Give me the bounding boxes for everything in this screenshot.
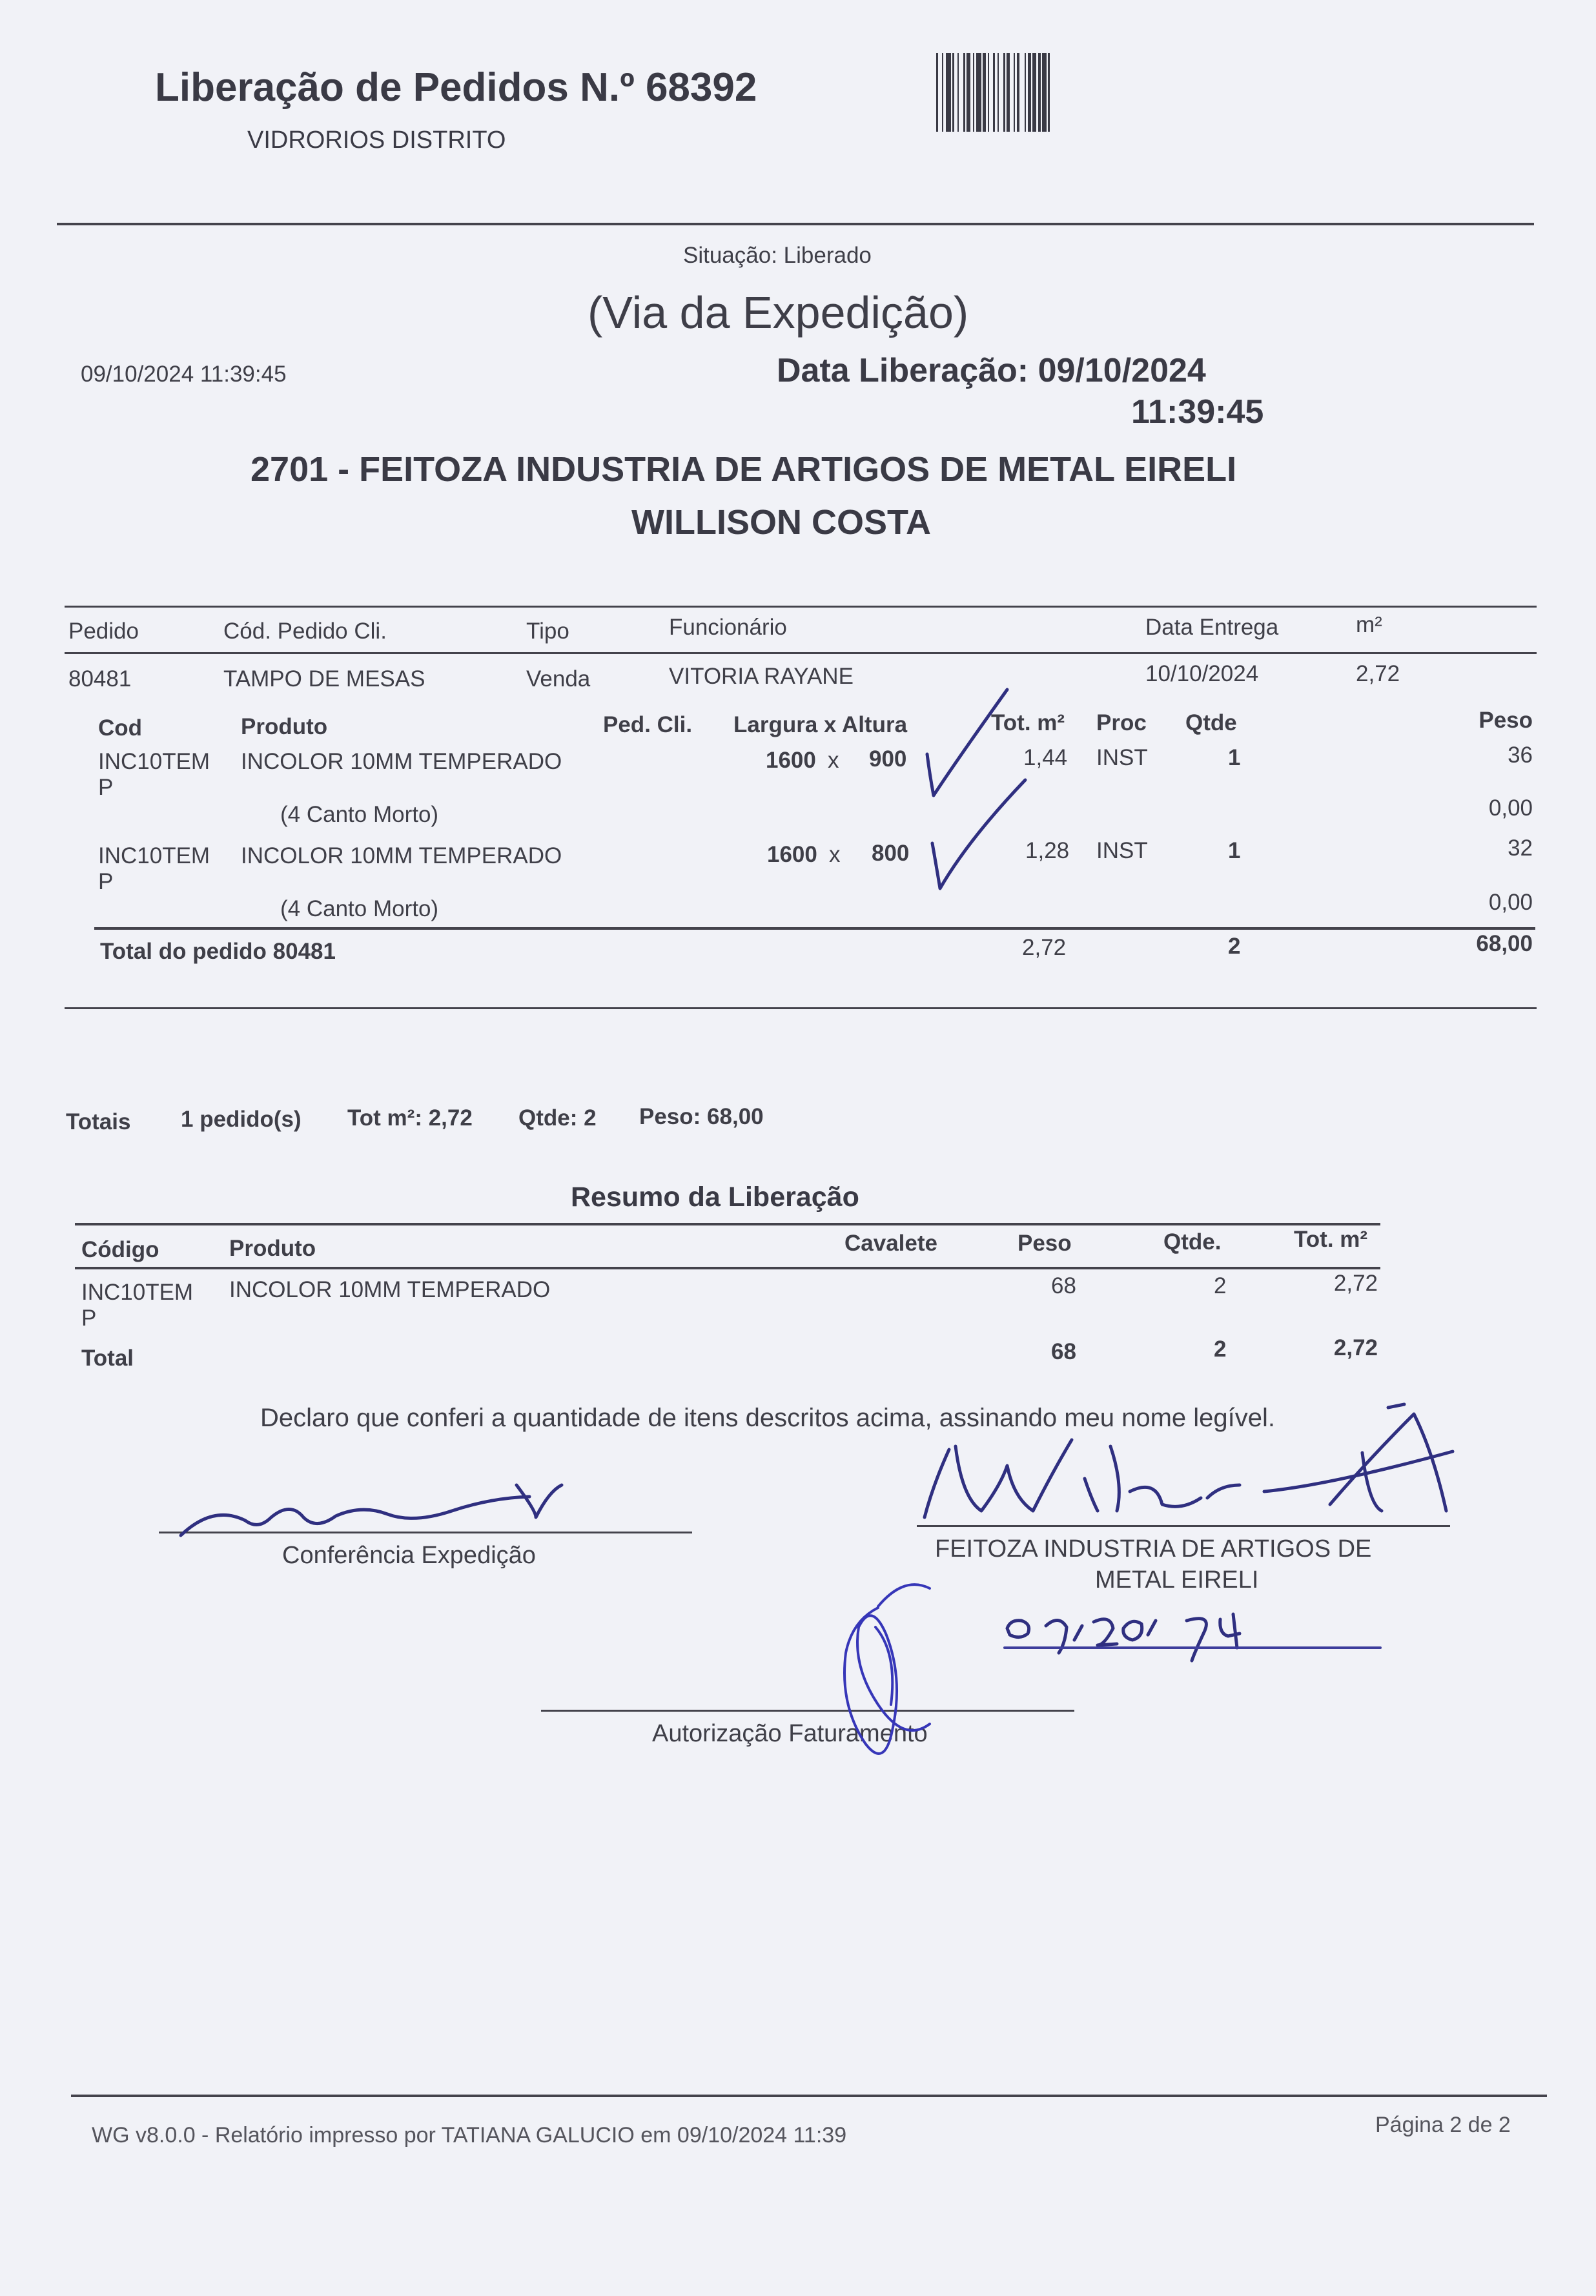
client-contact: WILLISON COSTA bbox=[631, 503, 931, 542]
footer-page-number: Página 2 de 2 bbox=[1375, 2113, 1511, 2137]
signature-autorizacao bbox=[844, 1584, 930, 1754]
order-type: Venda bbox=[526, 666, 591, 692]
item-2-proc: INST bbox=[1096, 838, 1148, 863]
item-1-x: x bbox=[828, 748, 839, 773]
document-title: Liberação de Pedidos N.º 68392 bbox=[155, 65, 757, 110]
signature-conferencia bbox=[181, 1485, 562, 1535]
order-number: 80481 bbox=[68, 666, 132, 692]
totais-pedidos: 1 pedido(s) bbox=[181, 1107, 302, 1132]
resumo-row-codigo-cont: P bbox=[81, 1306, 97, 1331]
item-2-peso: 32 bbox=[1508, 835, 1533, 861]
items-col-peso: Peso bbox=[1478, 708, 1533, 733]
order-total-qtde: 2 bbox=[1228, 934, 1241, 959]
totais-peso: Peso: 68,00 bbox=[639, 1104, 764, 1129]
resumo-row-peso: 68 bbox=[1051, 1273, 1076, 1298]
col-pedido: Pedido bbox=[68, 619, 139, 644]
resumo-col-qtde: Qtde. bbox=[1163, 1229, 1222, 1255]
resumo-total-peso: 68 bbox=[1051, 1339, 1076, 1364]
order-total-label: Total do pedido 80481 bbox=[100, 939, 336, 964]
item-2-largura: 1600 bbox=[767, 842, 817, 867]
footer-printed-by: WG v8.0.0 - Relatório impresso por TATIANA GALUCIO em 09/10/2024 11:39 bbox=[92, 2123, 847, 2147]
totais-m2: Tot m²: 2,72 bbox=[347, 1105, 473, 1131]
totais-label: Totais bbox=[66, 1109, 131, 1134]
resumo-col-codigo: Código bbox=[81, 1237, 159, 1262]
signature-mark bbox=[1264, 1404, 1453, 1511]
item-2-obs-peso: 0,00 bbox=[1488, 890, 1533, 915]
item-2-tot-m2: 1,28 bbox=[1025, 838, 1070, 863]
resumo-total-tot-m2: 2,72 bbox=[1333, 1335, 1378, 1360]
order-total-m2: 2,72 bbox=[1022, 935, 1067, 960]
item-1-largura: 1600 bbox=[766, 748, 816, 773]
items-col-proc: Proc bbox=[1096, 710, 1147, 735]
item-1-cod-cont: P bbox=[98, 775, 114, 800]
copy-type-label: (Via da Expedição) bbox=[588, 287, 969, 338]
item-1-altura: 900 bbox=[869, 746, 907, 772]
order-total-peso: 68,00 bbox=[1476, 931, 1533, 956]
footer-rule bbox=[71, 2095, 1547, 2097]
resumo-col-cavalete: Cavalete bbox=[844, 1231, 937, 1256]
autorizacao-label: Autorização Faturamento bbox=[652, 1720, 928, 1747]
resumo-col-produto: Produto bbox=[229, 1236, 316, 1261]
order-m2: 2,72 bbox=[1356, 661, 1400, 686]
check-mark-icon bbox=[932, 780, 1025, 888]
order-client-code: TAMPO DE MESAS bbox=[223, 666, 425, 692]
items-col-tot-m2: Tot. m² bbox=[991, 710, 1065, 735]
declaration-text: Declaro que conferi a quantidade de itens descritos acima, assinando meu nome legível. bbox=[260, 1404, 1276, 1432]
handwritten-date bbox=[1007, 1614, 1240, 1661]
items-col-produto: Produto bbox=[241, 714, 328, 739]
col-tipo: Tipo bbox=[526, 619, 569, 644]
resumo-total-qtde: 2 bbox=[1214, 1337, 1227, 1362]
resumo-row-produto: INCOLOR 10MM TEMPERADO bbox=[229, 1277, 551, 1302]
item-1-obs-peso: 0,00 bbox=[1488, 795, 1533, 821]
item-1-obs: (4 Canto Morto) bbox=[280, 802, 439, 827]
resumo-total-label: Total bbox=[81, 1346, 134, 1371]
signature-client bbox=[925, 1440, 1240, 1517]
print-datetime: 09/10/2024 11:39:45 bbox=[81, 362, 287, 387]
client-name: 2701 - FEITOZA INDUSTRIA DE ARTIGOS DE METAL EIRELI bbox=[251, 450, 1237, 489]
company-name: VIDRORIOS DISTRITO bbox=[247, 127, 506, 154]
item-2-obs: (4 Canto Morto) bbox=[280, 896, 439, 921]
items-col-qtde: Qtde bbox=[1185, 710, 1237, 735]
client-signature-label-line2: METAL EIRELI bbox=[1095, 1566, 1259, 1594]
resumo-title: Resumo da Liberação bbox=[571, 1182, 859, 1213]
release-date: Data Liberação: 09/10/2024 bbox=[777, 352, 1206, 389]
col-m2: m² bbox=[1356, 612, 1382, 637]
item-2-produto: INCOLOR 10MM TEMPERADO bbox=[241, 843, 562, 868]
resumo-row-codigo: INC10TEM bbox=[81, 1280, 194, 1305]
status-label: Situação: Liberado bbox=[683, 243, 872, 268]
item-1-peso: 36 bbox=[1508, 743, 1533, 768]
resumo-col-peso: Peso bbox=[1018, 1231, 1072, 1256]
col-funcionario: Funcionário bbox=[669, 615, 787, 640]
item-2-x: x bbox=[829, 842, 841, 867]
resumo-row-tot-m2: 2,72 bbox=[1333, 1271, 1378, 1296]
col-cod-pedido-cli: Cód. Pedido Cli. bbox=[223, 619, 387, 644]
item-2-cod: INC10TEM bbox=[98, 843, 210, 868]
resumo-row-qtde: 2 bbox=[1214, 1273, 1227, 1298]
items-col-largura-altura: Largura x Altura bbox=[733, 712, 908, 737]
totais-qtde: Qtde: 2 bbox=[518, 1105, 597, 1131]
item-2-qtde: 1 bbox=[1228, 838, 1241, 863]
order-delivery-date: 10/10/2024 bbox=[1145, 661, 1259, 686]
release-time: 11:39:45 bbox=[1131, 393, 1264, 431]
conferencia-label: Conferência Expedição bbox=[282, 1542, 536, 1569]
item-2-cod-cont: P bbox=[98, 869, 114, 894]
item-1-cod: INC10TEM bbox=[98, 749, 210, 774]
item-1-proc: INST bbox=[1096, 745, 1148, 770]
item-1-tot-m2: 1,44 bbox=[1023, 745, 1068, 770]
items-col-ped-cli: Ped. Cli. bbox=[603, 712, 693, 737]
item-1-qtde: 1 bbox=[1228, 745, 1241, 770]
resumo-col-tot-m2: Tot. m² bbox=[1294, 1227, 1368, 1252]
item-2-altura: 800 bbox=[872, 841, 910, 866]
check-mark-icon bbox=[927, 690, 1007, 795]
items-col-cod: Cod bbox=[98, 715, 143, 741]
client-signature-label-line1: FEITOZA INDUSTRIA DE ARTIGOS DE bbox=[935, 1535, 1372, 1563]
col-data-entrega: Data Entrega bbox=[1145, 615, 1279, 640]
order-employee: VITORIA RAYANE bbox=[669, 664, 854, 689]
item-1-produto: INCOLOR 10MM TEMPERADO bbox=[241, 749, 562, 774]
